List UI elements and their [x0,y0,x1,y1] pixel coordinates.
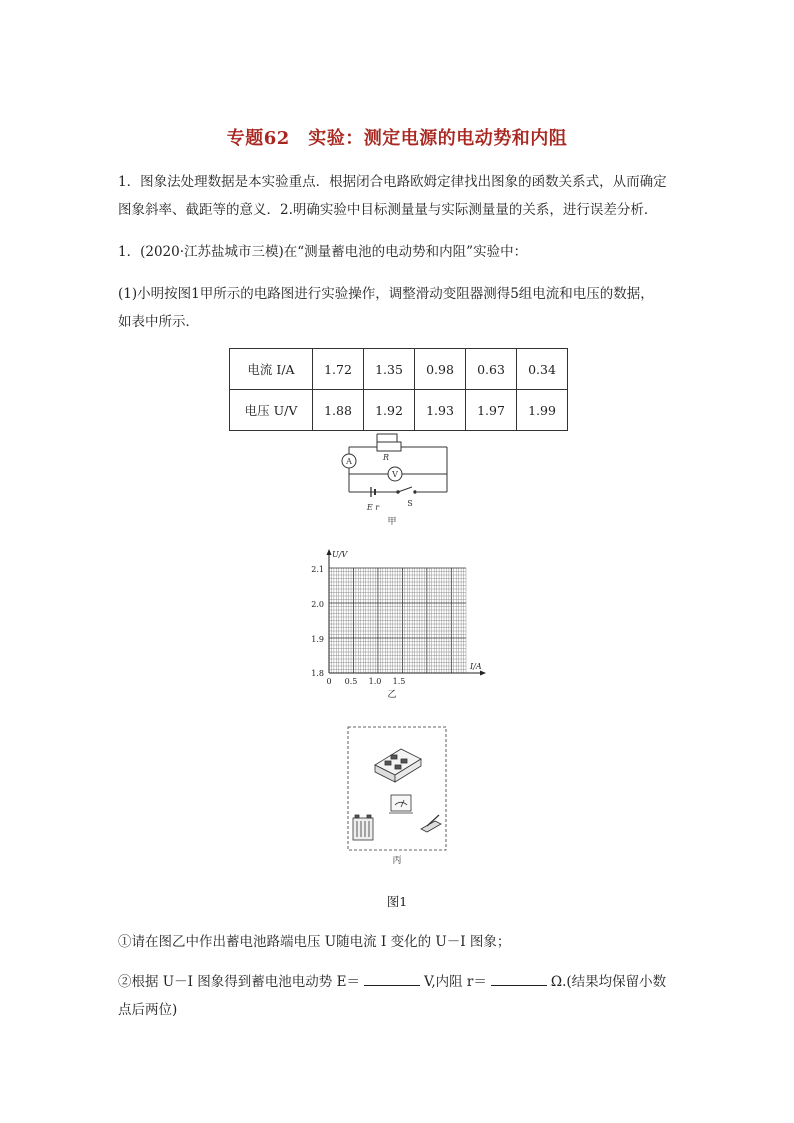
graph-caption: 乙 [387,690,397,700]
data-table [229,348,568,431]
question-2 [118,968,688,1024]
x-tick-label: 0.5 [344,677,358,686]
table-cell: 1.35 [364,349,415,390]
knob-icon [401,759,407,763]
question-header: 1．(2020·江苏盐城市三模)在“测量蓄电池的电动势和内阻”实验中： [118,244,528,260]
battery-label: E r [366,503,380,512]
row-header-voltage: 电压 U/V [230,390,313,431]
resistor-label: R [382,453,390,462]
question-1: ①请在图乙中作出蓄电池路端电压 U随电流 I 变化的 U－I 图象； [118,934,511,950]
table-cell: 1.97 [466,390,517,431]
ammeter-label: A [346,457,352,466]
x-axis-arrow-icon [480,671,486,676]
grid-lines [329,568,466,673]
question-2-line-2: 点后两位) [118,1002,178,1018]
knob-icon [395,765,401,769]
table-row [230,390,568,431]
table-cell: 1.93 [415,390,466,431]
intro-line-1: 1．图象法处理数据是本实验重点．根据闭合电路欧姆定律找出图象的函数关系式，从而确定 [118,174,667,190]
table-cell: 1.92 [364,390,415,431]
figure-caption: 图1 [386,894,408,909]
part1-line-2: 如表中所示． [118,314,199,330]
battery-terminal [367,815,371,818]
battery-terminal [355,815,359,818]
circuit-caption: 甲 [387,517,397,527]
rheostat [377,442,401,451]
table-cell: 0.34 [517,349,568,390]
table-cell: 1.99 [517,390,568,431]
intro-paragraph [118,168,688,224]
switch-lever [398,487,412,492]
page-title: 专题62 实验：测定电源的电动势和内阻 [226,128,568,149]
x-tick-label: 1.0 [368,677,382,686]
voltmeter-label: V [392,470,398,479]
part1-paragraph [118,280,688,336]
table-cell: 0.63 [466,349,517,390]
switch-label: S [407,499,413,508]
answer-blank-resistance[interactable] [491,971,547,986]
battery-icon [353,818,373,840]
apparatus-figure [345,725,449,870]
table-cell: 1.88 [313,390,364,431]
x-tick-label: 1.5 [392,677,406,686]
meter-icon [391,795,411,811]
y-tick-label: 1.9 [311,635,324,644]
table-cell: 0.98 [415,349,466,390]
knob-icon [391,755,397,759]
question-2-line-1 [118,968,688,996]
circuit-diagram [335,432,460,527]
graph-grid-figure [300,545,500,700]
y-tick-label: 2.1 [311,565,324,574]
intro-line-2: 图象斜率、截距等的意义．2.明确实验中目标测量量与实际测量量的关系，进行误差分析． [118,202,658,218]
x-tick-label: 0 [326,677,332,686]
answer-blank-emf[interactable] [364,971,420,986]
y-axis-arrow-icon [327,549,332,555]
y-axis-label: U/V [332,550,348,559]
table-cell: 1.72 [313,349,364,390]
x-axis-label: I/A [470,662,482,671]
table-row [230,349,568,390]
rheostat-slider [377,434,397,442]
question-2-text-c: Ω.(结果均保留小数 [550,974,667,990]
y-tick-label: 1.8 [311,669,324,678]
part1-line-1: (1)小明按图1甲所示的电路图进行实验操作，调整滑动变阻器测得5组电流和电压的数据， [118,286,654,302]
knob-icon [385,761,391,765]
switch-contact [414,491,416,493]
apparatus-caption: 丙 [392,856,402,866]
question-2-text-b: V,内阻 r＝ [423,974,487,990]
row-header-current: 电流 I/A [230,349,313,390]
question-2-text-a: ②根据 U－I 图象得到蓄电池电动势 E＝ [118,974,360,990]
y-tick-label: 2.0 [311,600,324,609]
